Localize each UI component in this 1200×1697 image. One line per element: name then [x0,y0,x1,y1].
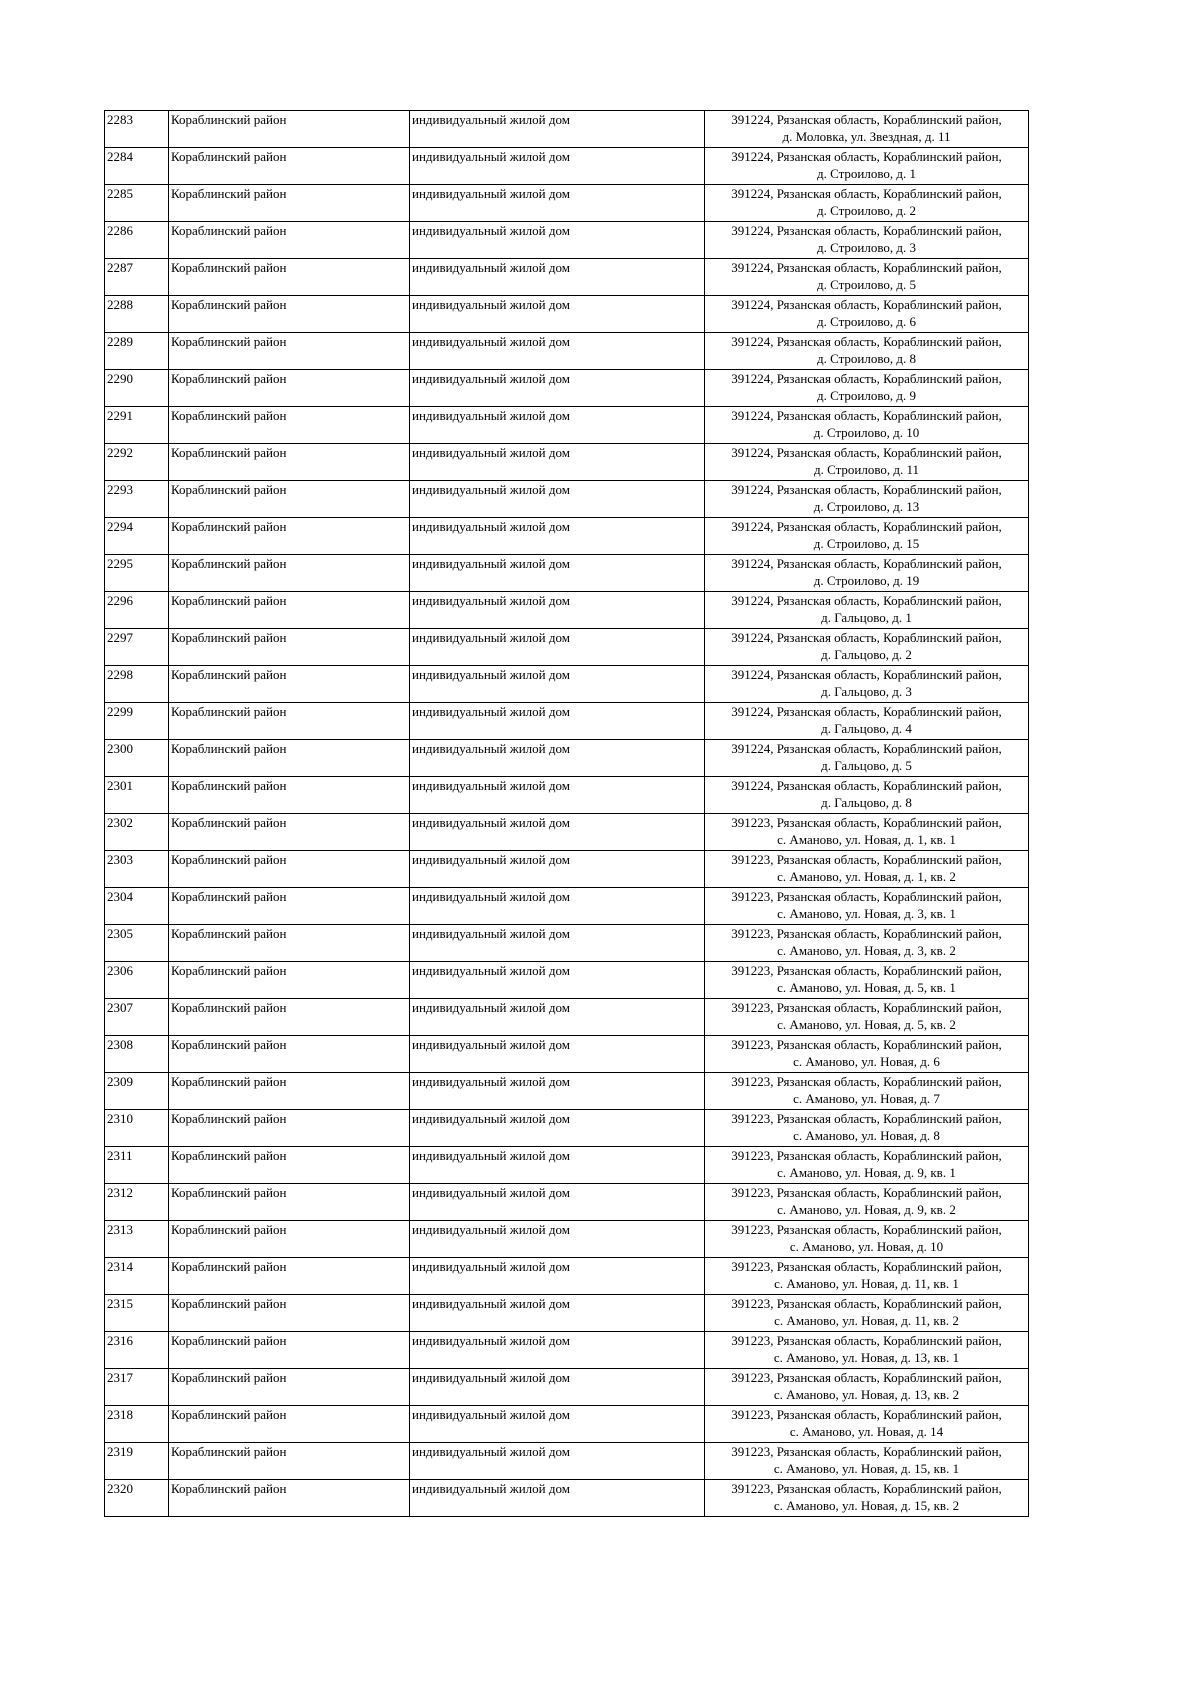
row-number-cell: 2305 [105,925,169,962]
address-line-1: 391223, Рязанская область, Кораблинский район, [731,1185,1002,1200]
object-type-cell: индивидуальный жилой дом [410,444,705,481]
address-cell [705,1110,1029,1147]
row-number-cell: 2301 [105,777,169,814]
object-type-cell: индивидуальный жилой дом [410,777,705,814]
address-line-1: 391223, Рязанская область, Кораблинский район, [731,889,1002,904]
table-row [105,518,1029,555]
row-number-cell: 2285 [105,185,169,222]
district-cell: Кораблинский район [169,1443,410,1480]
object-type-cell: индивидуальный жилой дом [410,370,705,407]
object-type-cell: индивидуальный жилой дом [410,888,705,925]
address-line-2: с. Аманово, ул. Новая, д. 11, кв. 1 [774,1276,959,1291]
object-type-cell: индивидуальный жилой дом [410,666,705,703]
address-line-2: с. Аманово, ул. Новая, д. 5, кв. 1 [777,980,956,995]
address-cell [705,555,1029,592]
district-cell: Кораблинский район [169,222,410,259]
row-number-cell: 2319 [105,1443,169,1480]
address-line-1: 391223, Рязанская область, Кораблинский район, [731,1370,1002,1385]
address-line-1: 391223, Рязанская область, Кораблинский район, [731,1037,1002,1052]
address-line-2: с. Аманово, ул. Новая, д. 15, кв. 1 [773,1461,960,1476]
address-line-1: 391224, Рязанская область, Кораблинский район, [731,112,1002,127]
address-line-1: 391224, Рязанская область, Кораблинский район, [731,741,1002,756]
table-row [105,148,1029,185]
district-cell: Кораблинский район [169,592,410,629]
address-line-2: д. Строилово, д. 3 [816,240,917,255]
table-row [105,777,1029,814]
object-type-cell: индивидуальный жилой дом [410,629,705,666]
address-line-1: 391224, Рязанская область, Кораблинский район, [731,297,1002,312]
object-type-cell: индивидуальный жилой дом [410,1221,705,1258]
table-row [105,814,1029,851]
address-line-1: 391224, Рязанская область, Кораблинский район, [731,667,1002,682]
table-row [105,407,1029,444]
table-row [105,851,1029,888]
row-number-cell: 2313 [105,1221,169,1258]
address-cell [705,518,1029,555]
object-type-cell: индивидуальный жилой дом [410,1110,705,1147]
address-cell [705,1295,1029,1332]
housing-registry-table [104,110,1029,1517]
district-cell: Кораблинский район [169,1147,410,1184]
address-line-2: д. Гальцово, д. 3 [821,684,912,699]
address-line-2: д. Гальцово, д. 5 [821,758,912,773]
district-cell: Кораблинский район [169,333,410,370]
row-number-cell: 2300 [105,740,169,777]
address-line-1: 391224, Рязанская область, Кораблинский район, [731,186,1002,201]
row-number-cell: 2290 [105,370,169,407]
district-cell: Кораблинский район [169,1295,410,1332]
address-cell [705,925,1029,962]
address-line-1: 391224, Рязанская область, Кораблинский район, [731,778,1002,793]
address-line-2: д. Гальцово, д. 8 [821,795,912,810]
address-line-2: с. Аманово, ул. Новая, д. 13, кв. 2 [773,1387,960,1402]
table-row [105,999,1029,1036]
object-type-cell: индивидуальный жилой дом [410,185,705,222]
table-row [105,185,1029,222]
district-cell: Кораблинский район [169,1036,410,1073]
address-cell [705,962,1029,999]
address-cell [705,1184,1029,1221]
object-type-cell: индивидуальный жилой дом [410,111,705,148]
object-type-cell: индивидуальный жилой дом [410,259,705,296]
address-line-2: д. Строилово, д. 6 [816,314,917,329]
row-number-cell: 2292 [105,444,169,481]
district-cell: Кораблинский район [169,851,410,888]
table-row [105,1406,1029,1443]
table-row [105,740,1029,777]
row-number-cell: 2317 [105,1369,169,1406]
address-line-1: 391223, Рязанская область, Кораблинский район, [731,1148,1002,1163]
address-line-2: д. Гальцово, д. 1 [821,610,912,625]
row-number-cell: 2308 [105,1036,169,1073]
address-cell [705,1221,1029,1258]
address-line-2: с. Аманово, ул. Новая, д. 3, кв. 2 [777,943,956,958]
address-line-1: 391224, Рязанская область, Кораблинский район, [731,334,1002,349]
table-row [105,1036,1029,1073]
table-row [105,1295,1029,1332]
address-line-1: 391223, Рязанская область, Кораблинский район, [731,1111,1002,1126]
address-line-2: д. Строилово, д. 2 [816,203,917,218]
address-line-1: 391223, Рязанская область, Кораблинский район, [731,1259,1002,1274]
object-type-cell: индивидуальный жилой дом [410,333,705,370]
address-line-1: 391223, Рязанская область, Кораблинский район, [731,963,1002,978]
row-number-cell: 2297 [105,629,169,666]
address-line-1: 391223, Рязанская область, Кораблинский район, [731,815,1002,830]
address-cell [705,370,1029,407]
object-type-cell: индивидуальный жилой дом [410,481,705,518]
table-row [105,333,1029,370]
table-row [105,111,1029,148]
row-number-cell: 2309 [105,1073,169,1110]
address-line-2: д. Строилово, д. 19 [813,573,920,588]
row-number-cell: 2291 [105,407,169,444]
address-line-2: д. Строилово, д. 13 [813,499,920,514]
table-row [105,296,1029,333]
address-cell [705,333,1029,370]
table-row [105,481,1029,518]
address-cell [705,1406,1029,1443]
row-number-cell: 2315 [105,1295,169,1332]
object-type-cell: индивидуальный жилой дом [410,518,705,555]
address-line-2: с. Аманово, ул. Новая, д. 11, кв. 2 [774,1313,959,1328]
object-type-cell: индивидуальный жилой дом [410,999,705,1036]
district-cell: Кораблинский район [169,1332,410,1369]
address-cell [705,1480,1029,1517]
district-cell: Кораблинский район [169,1184,410,1221]
address-cell [705,148,1029,185]
district-cell: Кораблинский район [169,444,410,481]
address-line-2: с. Аманово, ул. Новая, д. 9, кв. 2 [777,1202,956,1217]
district-cell: Кораблинский район [169,407,410,444]
address-cell [705,1369,1029,1406]
address-line-1: 391223, Рязанская область, Кораблинский район, [731,1333,1002,1348]
row-number-cell: 2310 [105,1110,169,1147]
object-type-cell: индивидуальный жилой дом [410,296,705,333]
table-row [105,962,1029,999]
table-row [105,1332,1029,1369]
object-type-cell: индивидуальный жилой дом [410,1332,705,1369]
object-type-cell: индивидуальный жилой дом [410,1184,705,1221]
object-type-cell: индивидуальный жилой дом [410,592,705,629]
address-line-1: 391224, Рязанская область, Кораблинский район, [731,556,1002,571]
address-line-2: д. Строилово, д. 9 [816,388,917,403]
address-cell [705,111,1029,148]
row-number-cell: 2298 [105,666,169,703]
district-cell: Кораблинский район [169,740,410,777]
district-cell: Кораблинский район [169,481,410,518]
address-line-1: 391224, Рязанская область, Кораблинский район, [731,149,1002,164]
address-line-2: с. Аманово, ул. Новая, д. 7 [793,1091,940,1106]
address-cell [705,740,1029,777]
row-number-cell: 2314 [105,1258,169,1295]
district-cell: Кораблинский район [169,1406,410,1443]
object-type-cell: индивидуальный жилой дом [410,1147,705,1184]
address-line-2: с. Аманово, ул. Новая, д. 8 [793,1128,940,1143]
table-row [105,259,1029,296]
object-type-cell: индивидуальный жилой дом [410,1369,705,1406]
address-cell [705,814,1029,851]
table-row [105,925,1029,962]
address-line-2: с. Аманово, ул. Новая, д. 13, кв. 1 [773,1350,960,1365]
object-type-cell: индивидуальный жилой дом [410,407,705,444]
address-line-1: 391223, Рязанская область, Кораблинский район, [731,852,1002,867]
district-cell: Кораблинский район [169,814,410,851]
address-line-1: 391223, Рязанская область, Кораблинский район, [731,1000,1002,1015]
row-number-cell: 2286 [105,222,169,259]
district-cell: Кораблинский район [169,999,410,1036]
district-cell: Кораблинский район [169,259,410,296]
row-number-cell: 2296 [105,592,169,629]
district-cell: Кораблинский район [169,296,410,333]
district-cell: Кораблинский район [169,111,410,148]
address-cell [705,999,1029,1036]
address-line-1: 391224, Рязанская область, Кораблинский район, [731,445,1002,460]
district-cell: Кораблинский район [169,629,410,666]
table-row [105,888,1029,925]
address-line-1: 391224, Рязанская область, Кораблинский район, [731,630,1002,645]
district-cell: Кораблинский район [169,370,410,407]
object-type-cell: индивидуальный жилой дом [410,814,705,851]
table-row [105,1258,1029,1295]
address-line-1: 391223, Рязанская область, Кораблинский район, [731,1296,1002,1311]
row-number-cell: 2312 [105,1184,169,1221]
address-line-2: д. Гальцово, д. 2 [821,647,912,662]
district-cell: Кораблинский район [169,148,410,185]
address-cell [705,1332,1029,1369]
table-row [105,1110,1029,1147]
row-number-cell: 2307 [105,999,169,1036]
address-line-2: д. Строилово, д. 5 [816,277,917,292]
address-line-2: с. Аманово, ул. Новая, д. 6 [793,1054,940,1069]
district-cell: Кораблинский район [169,1221,410,1258]
district-cell: Кораблинский район [169,1480,410,1517]
district-cell: Кораблинский район [169,518,410,555]
address-cell [705,592,1029,629]
address-line-2: с. Аманово, ул. Новая, д. 5, кв. 2 [777,1017,956,1032]
address-line-1: 391224, Рязанская область, Кораблинский район, [731,408,1002,423]
district-cell: Кораблинский район [169,925,410,962]
object-type-cell: индивидуальный жилой дом [410,1480,705,1517]
object-type-cell: индивидуальный жилой дом [410,555,705,592]
table-row [105,1147,1029,1184]
table-row [105,1073,1029,1110]
address-line-1: 391224, Рязанская область, Кораблинский район, [731,519,1002,534]
address-cell [705,1147,1029,1184]
address-cell [705,666,1029,703]
address-line-1: 391223, Рязанская область, Кораблинский район, [731,926,1002,941]
district-cell: Кораблинский район [169,962,410,999]
row-number-cell: 2284 [105,148,169,185]
address-line-1: 391223, Рязанская область, Кораблинский район, [731,1074,1002,1089]
table-row [105,222,1029,259]
table-row [105,1221,1029,1258]
address-cell [705,222,1029,259]
object-type-cell: индивидуальный жилой дом [410,1258,705,1295]
object-type-cell: индивидуальный жилой дом [410,148,705,185]
row-number-cell: 2287 [105,259,169,296]
row-number-cell: 2311 [105,1147,169,1184]
address-line-2: д. Строилово, д. 11 [813,462,920,477]
address-line-2: с. Аманово, ул. Новая, д. 1, кв. 1 [777,832,956,847]
district-cell: Кораблинский район [169,1369,410,1406]
district-cell: Кораблинский район [169,555,410,592]
object-type-cell: индивидуальный жилой дом [410,1295,705,1332]
address-line-1: 391224, Рязанская область, Кораблинский район, [731,260,1002,275]
object-type-cell: индивидуальный жилой дом [410,703,705,740]
address-cell [705,851,1029,888]
address-cell [705,296,1029,333]
address-line-1: 391223, Рязанская область, Кораблинский район, [731,1444,1002,1459]
row-number-cell: 2283 [105,111,169,148]
address-line-2: д. Строилово, д. 8 [816,351,917,366]
address-line-2: с. Аманово, ул. Новая, д. 14 [789,1424,944,1439]
row-number-cell: 2293 [105,481,169,518]
table-row [105,1369,1029,1406]
address-cell [705,1258,1029,1295]
address-cell [705,629,1029,666]
address-line-2: с. Аманово, ул. Новая, д. 15, кв. 2 [773,1498,960,1513]
address-cell [705,185,1029,222]
row-number-cell: 2295 [105,555,169,592]
district-cell: Кораблинский район [169,777,410,814]
row-number-cell: 2316 [105,1332,169,1369]
address-cell [705,259,1029,296]
object-type-cell: индивидуальный жилой дом [410,1406,705,1443]
row-number-cell: 2288 [105,296,169,333]
object-type-cell: индивидуальный жилой дом [410,1036,705,1073]
object-type-cell: индивидуальный жилой дом [410,222,705,259]
address-cell [705,481,1029,518]
district-cell: Кораблинский район [169,666,410,703]
address-line-1: 391223, Рязанская область, Кораблинский район, [731,1222,1002,1237]
row-number-cell: 2306 [105,962,169,999]
row-number-cell: 2303 [105,851,169,888]
address-cell [705,777,1029,814]
address-line-2: д. Строилово, д. 15 [813,536,920,551]
address-line-2: д. Строилово, д. 1 [816,166,917,181]
table-row [105,1184,1029,1221]
object-type-cell: индивидуальный жилой дом [410,1443,705,1480]
address-cell [705,888,1029,925]
address-cell [705,1036,1029,1073]
object-type-cell: индивидуальный жилой дом [410,925,705,962]
table-body [105,111,1029,1517]
address-line-2: д. Гальцово, д. 4 [821,721,912,736]
object-type-cell: индивидуальный жилой дом [410,740,705,777]
row-number-cell: 2320 [105,1480,169,1517]
address-line-2: д. Строилово, д. 10 [813,425,920,440]
district-cell: Кораблинский район [169,1073,410,1110]
object-type-cell: индивидуальный жилой дом [410,1073,705,1110]
address-line-1: 391223, Рязанская область, Кораблинский район, [731,1481,1002,1496]
district-cell: Кораблинский район [169,888,410,925]
table-row [105,370,1029,407]
table-row [105,592,1029,629]
address-line-1: 391224, Рязанская область, Кораблинский район, [731,223,1002,238]
object-type-cell: индивидуальный жилой дом [410,851,705,888]
address-cell [705,444,1029,481]
table-row [105,629,1029,666]
district-cell: Кораблинский район [169,1110,410,1147]
district-cell: Кораблинский район [169,1258,410,1295]
table-row [105,444,1029,481]
address-line-1: 391224, Рязанская область, Кораблинский район, [731,482,1002,497]
object-type-cell: индивидуальный жилой дом [410,962,705,999]
address-cell [705,1073,1029,1110]
row-number-cell: 2302 [105,814,169,851]
district-cell: Кораблинский район [169,703,410,740]
address-line-1: 391224, Рязанская область, Кораблинский район, [731,371,1002,386]
table-row [105,666,1029,703]
address-line-2: с. Аманово, ул. Новая, д. 3, кв. 1 [777,906,956,921]
table-row [105,555,1029,592]
row-number-cell: 2304 [105,888,169,925]
address-cell [705,703,1029,740]
address-line-2: с. Аманово, ул. Новая, д. 9, кв. 1 [777,1165,956,1180]
row-number-cell: 2299 [105,703,169,740]
table-row [105,703,1029,740]
row-number-cell: 2294 [105,518,169,555]
row-number-cell: 2289 [105,333,169,370]
address-cell [705,407,1029,444]
address-line-2: д. Моловка, ул. Звездная, д. 11 [782,129,951,144]
address-line-2: с. Аманово, ул. Новая, д. 10 [789,1239,944,1254]
district-cell: Кораблинский район [169,185,410,222]
table-row [105,1443,1029,1480]
table-row [105,1480,1029,1517]
address-line-1: 391223, Рязанская область, Кораблинский район, [731,1407,1002,1422]
address-line-1: 391224, Рязанская область, Кораблинский район, [731,704,1002,719]
address-line-2: с. Аманово, ул. Новая, д. 1, кв. 2 [777,869,956,884]
address-line-1: 391224, Рязанская область, Кораблинский район, [731,593,1002,608]
address-cell [705,1443,1029,1480]
row-number-cell: 2318 [105,1406,169,1443]
